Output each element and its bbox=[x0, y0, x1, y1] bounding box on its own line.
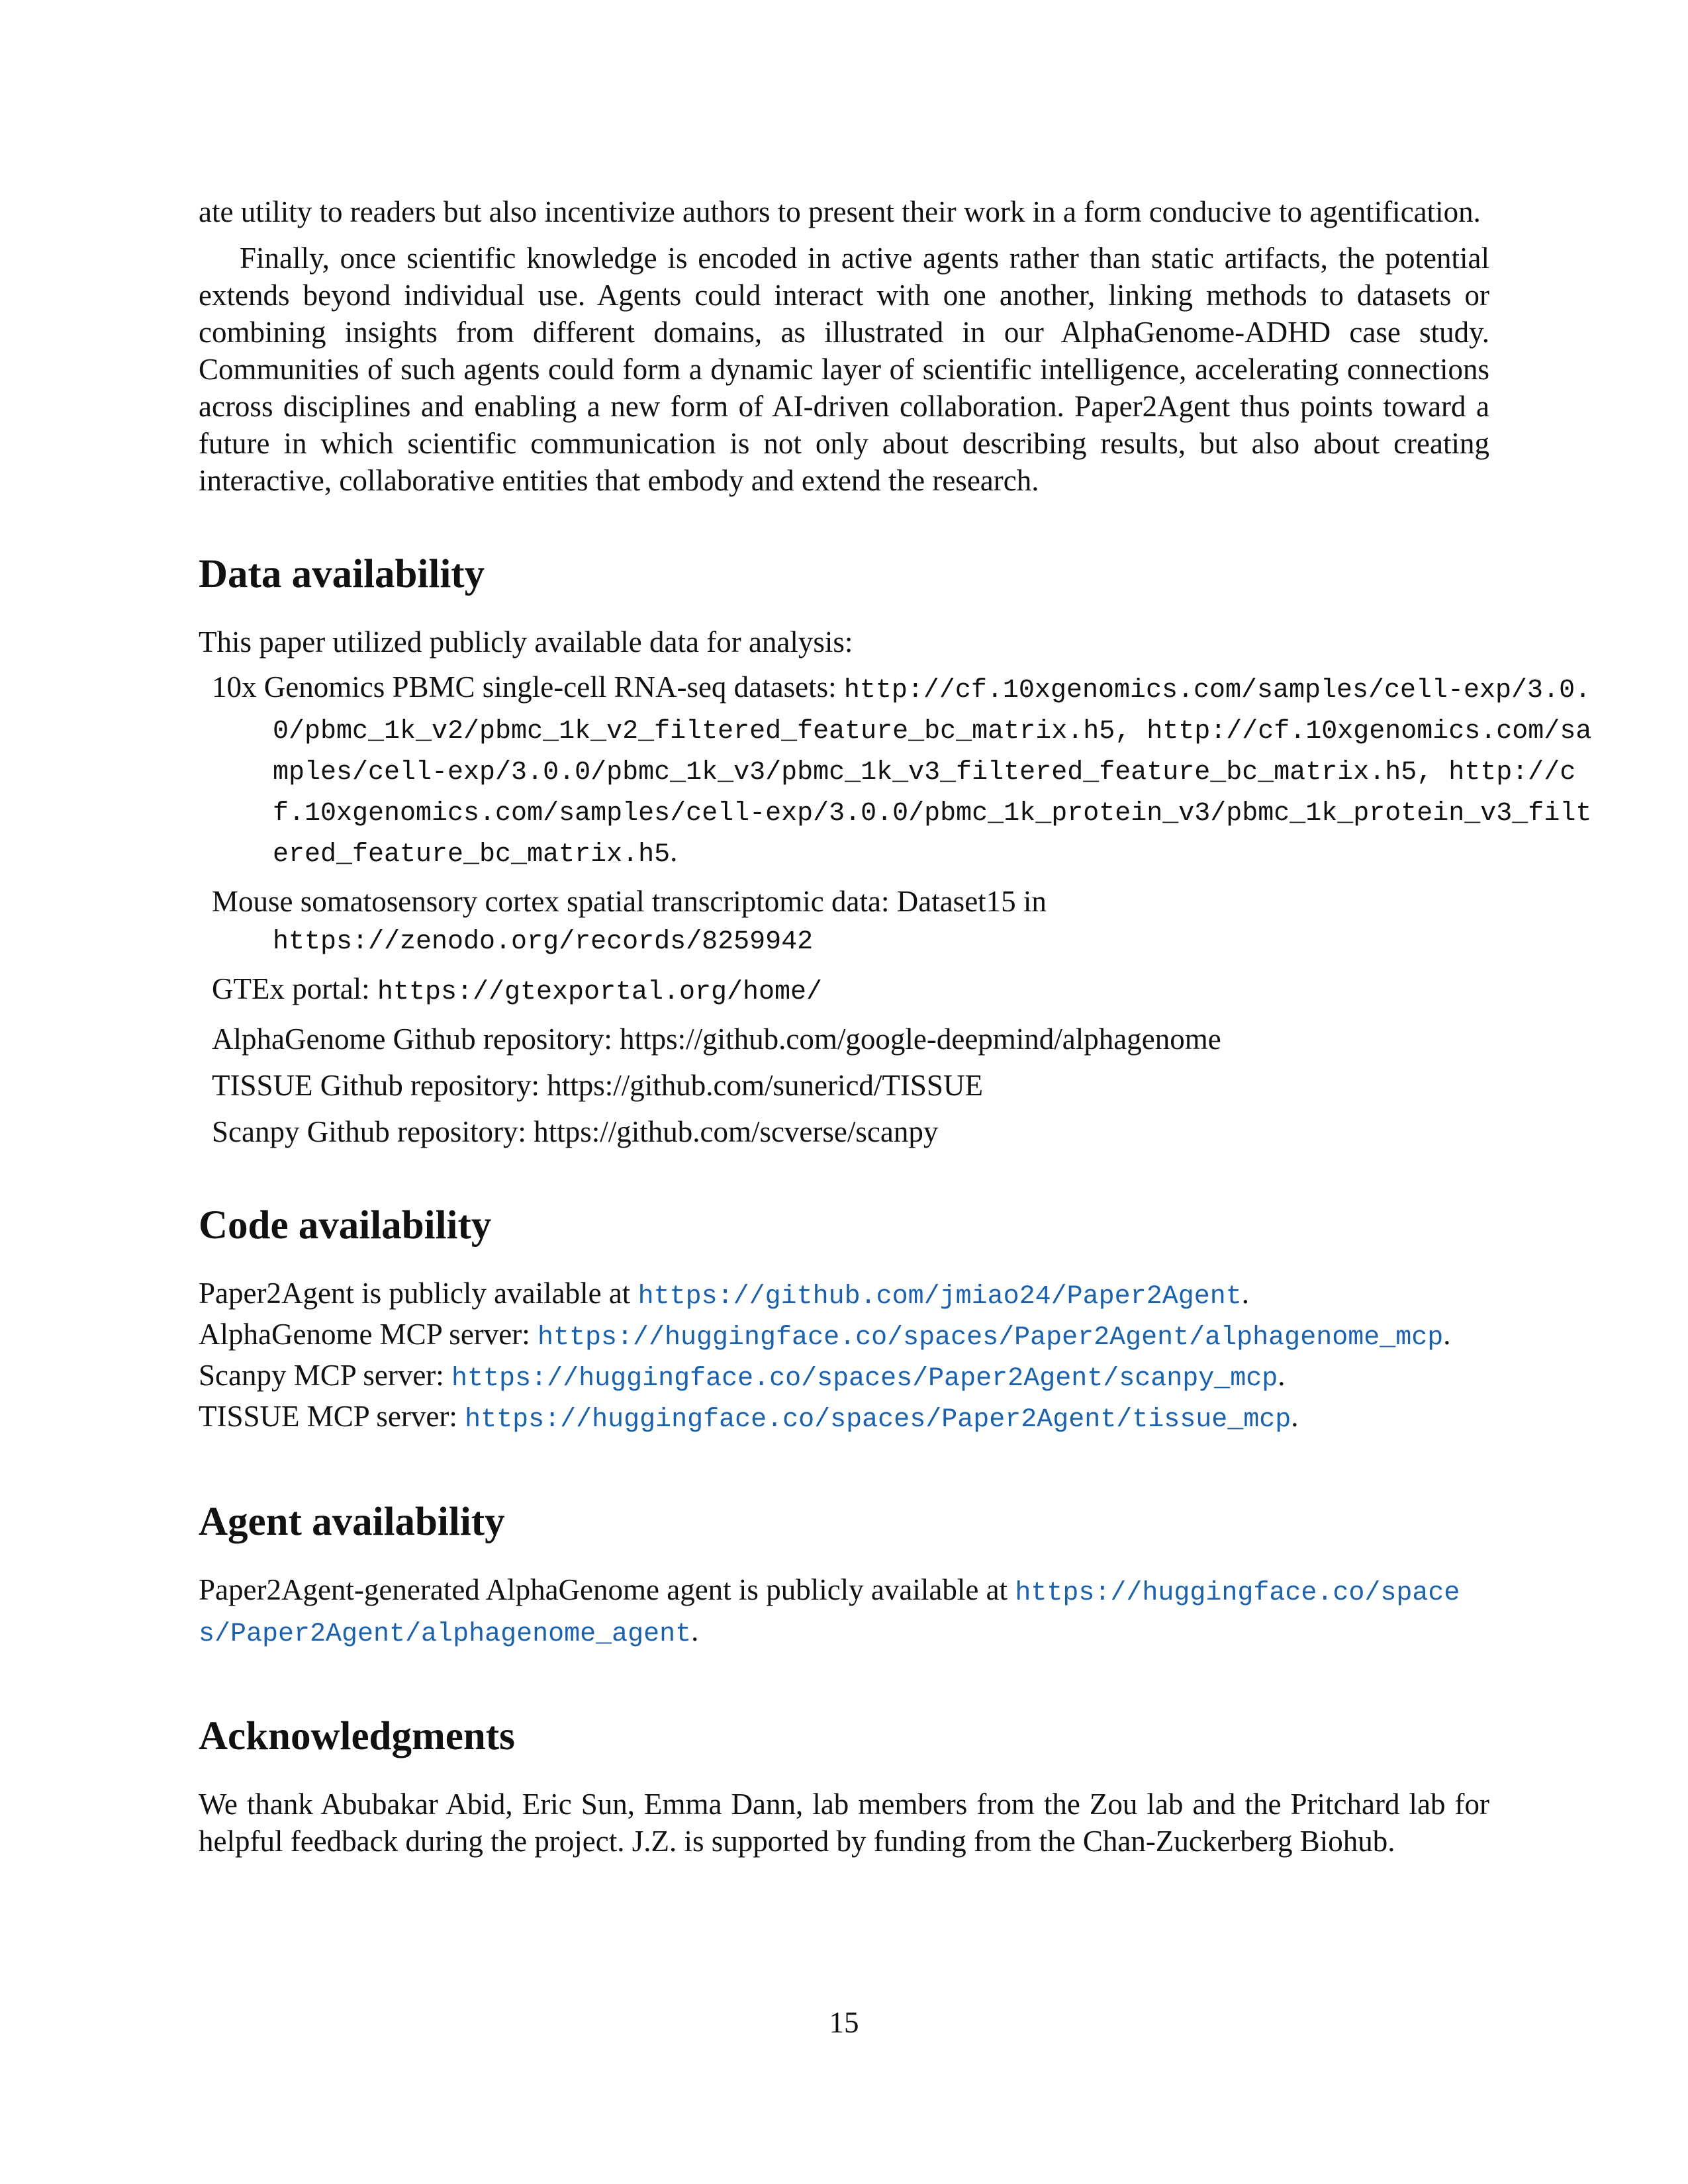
intro-continuation: ate utility to readers but also incentivize authors to present their work in a form conducive to agentification. bbox=[199, 195, 1481, 228]
data-item-label: AlphaGenome Github repository: https://github.com/google-deepmind/alphagenome bbox=[212, 1023, 1221, 1056]
code-line-label: TISSUE MCP server: bbox=[199, 1400, 465, 1433]
data-item-10x-pbmc bbox=[212, 668, 1595, 874]
code-line-link[interactable]: https://github.com/jmiao24/Paper2Agent bbox=[637, 1282, 1242, 1312]
data-item-label: Scanpy Github repository: https://github.com/scverse/scanpy bbox=[212, 1115, 939, 1148]
code-line-label: Paper2Agent is publicly available at bbox=[199, 1277, 638, 1310]
intro-paragraph: Finally, once scientific knowledge is encoded in active agents rather than static artifacts, the potential extends beyond individual use. Agents could interact with one another, linking methods to datasets or combining insights from different domains, as illustrated in our AlphaGenome-ADHD case study. Communities of such agents could form a dynamic layer of scientific intelligence, accelerating connections across disciplines and enabling a new form of AI-driven collaboration. Paper2Agent thus points toward a future in which scientific communication is not only about describing results, but also about creating interactive, collaborative entities that embody and extend the research. bbox=[199, 242, 1489, 497]
data-item-label: Mouse somatosensory cortex spatial transcriptomic data: Dataset15 in bbox=[212, 885, 1047, 918]
data-item-gtex bbox=[212, 970, 1489, 1011]
data-item-scanpy-repo bbox=[212, 1113, 1489, 1150]
agent-availability-label: Paper2Agent-generated AlphaGenome agent is publicly available at bbox=[199, 1573, 1015, 1606]
code-line-tissue-mcp bbox=[199, 1398, 1489, 1439]
code-line-suffix: . bbox=[1291, 1400, 1299, 1433]
acknowledgments-text: We thank Abubakar Abid, Eric Sun, Emma Dann, lab members from the Zou lab and the Pritchard lab for helpful feedback during the project. J.Z. is supported by funding from the Chan-Zuckerberg Biohub. bbox=[199, 1788, 1489, 1858]
agent-availability-heading: Agent availability bbox=[199, 1500, 505, 1544]
page-body bbox=[199, 193, 1592, 1860]
data-item-urls[interactable]: https://gtexportal.org/home/ bbox=[377, 978, 823, 1007]
data-item-mouse-cortex bbox=[212, 883, 1489, 961]
acknowledgments-heading: Acknowledgments bbox=[199, 1714, 515, 1758]
code-line-suffix: . bbox=[1443, 1318, 1451, 1351]
data-item-urls[interactable]: https://zenodo.org/records/8259942 bbox=[273, 927, 814, 957]
data-item-alphagenome-repo bbox=[212, 1021, 1489, 1058]
data-availability-list bbox=[199, 668, 1592, 1150]
code-line-link[interactable]: https://huggingface.co/spaces/Paper2Agent/tissue_mcp bbox=[465, 1405, 1291, 1435]
code-availability-heading: Code availability bbox=[199, 1203, 492, 1248]
agent-availability-text bbox=[199, 1571, 1489, 1653]
agent-availability-suffix: . bbox=[691, 1614, 699, 1647]
code-line-suffix: . bbox=[1278, 1359, 1286, 1392]
data-availability-heading: Data availability bbox=[199, 552, 485, 596]
code-line-suffix: . bbox=[1241, 1277, 1249, 1310]
page-number: 15 bbox=[829, 2006, 859, 2039]
data-item-tissue-repo bbox=[212, 1067, 1489, 1104]
data-item-label: TISSUE Github repository: https://github.com/sunericd/TISSUE bbox=[212, 1069, 983, 1102]
code-line-alphagenome-mcp bbox=[199, 1316, 1489, 1357]
code-line-link[interactable]: https://huggingface.co/spaces/Paper2Agent/scanpy_mcp bbox=[451, 1364, 1278, 1394]
code-line-link[interactable]: https://huggingface.co/spaces/Paper2Agent/alphagenome_mcp bbox=[538, 1323, 1444, 1353]
code-line-paper2agent bbox=[199, 1275, 1489, 1316]
code-line-scanpy-mcp bbox=[199, 1357, 1489, 1398]
data-item-suffix: . bbox=[670, 835, 678, 868]
code-line-label: AlphaGenome MCP server: bbox=[199, 1318, 538, 1351]
data-item-urls[interactable]: http://cf.10xgenomics.com/samples/cell-exp/3.0.0/pbmc_1k_v2/pbmc_1k_v2_filtered_feature_bc_matrix.h5, http://cf.10xgenomics.com/samples/cell-exp/3.0.0/pbmc_1k_v3/pbmc_1k_v3_filtered_feature_bc_matrix.h5, http://cf.10xgenomics.com/samples/cell-exp/3.0.0/pbmc_1k_protein_v3/pbmc_1k_protein_v3_filtered_feature_bc_matrix.h5 bbox=[273, 676, 1592, 870]
data-item-label: GTEx portal: bbox=[212, 972, 377, 1005]
data-item-label: 10x Genomics PBMC single-cell RNA-seq datasets: bbox=[212, 670, 844, 704]
code-line-label: Scanpy MCP server: bbox=[199, 1359, 452, 1392]
data-availability-intro: This paper utilized publicly available data for analysis: bbox=[199, 625, 853, 659]
agent-availability-link[interactable]: https://huggingface.co/spaces/Paper2Agent/alphagenome_agent bbox=[199, 1578, 1460, 1649]
code-availability-block bbox=[199, 1275, 1489, 1439]
